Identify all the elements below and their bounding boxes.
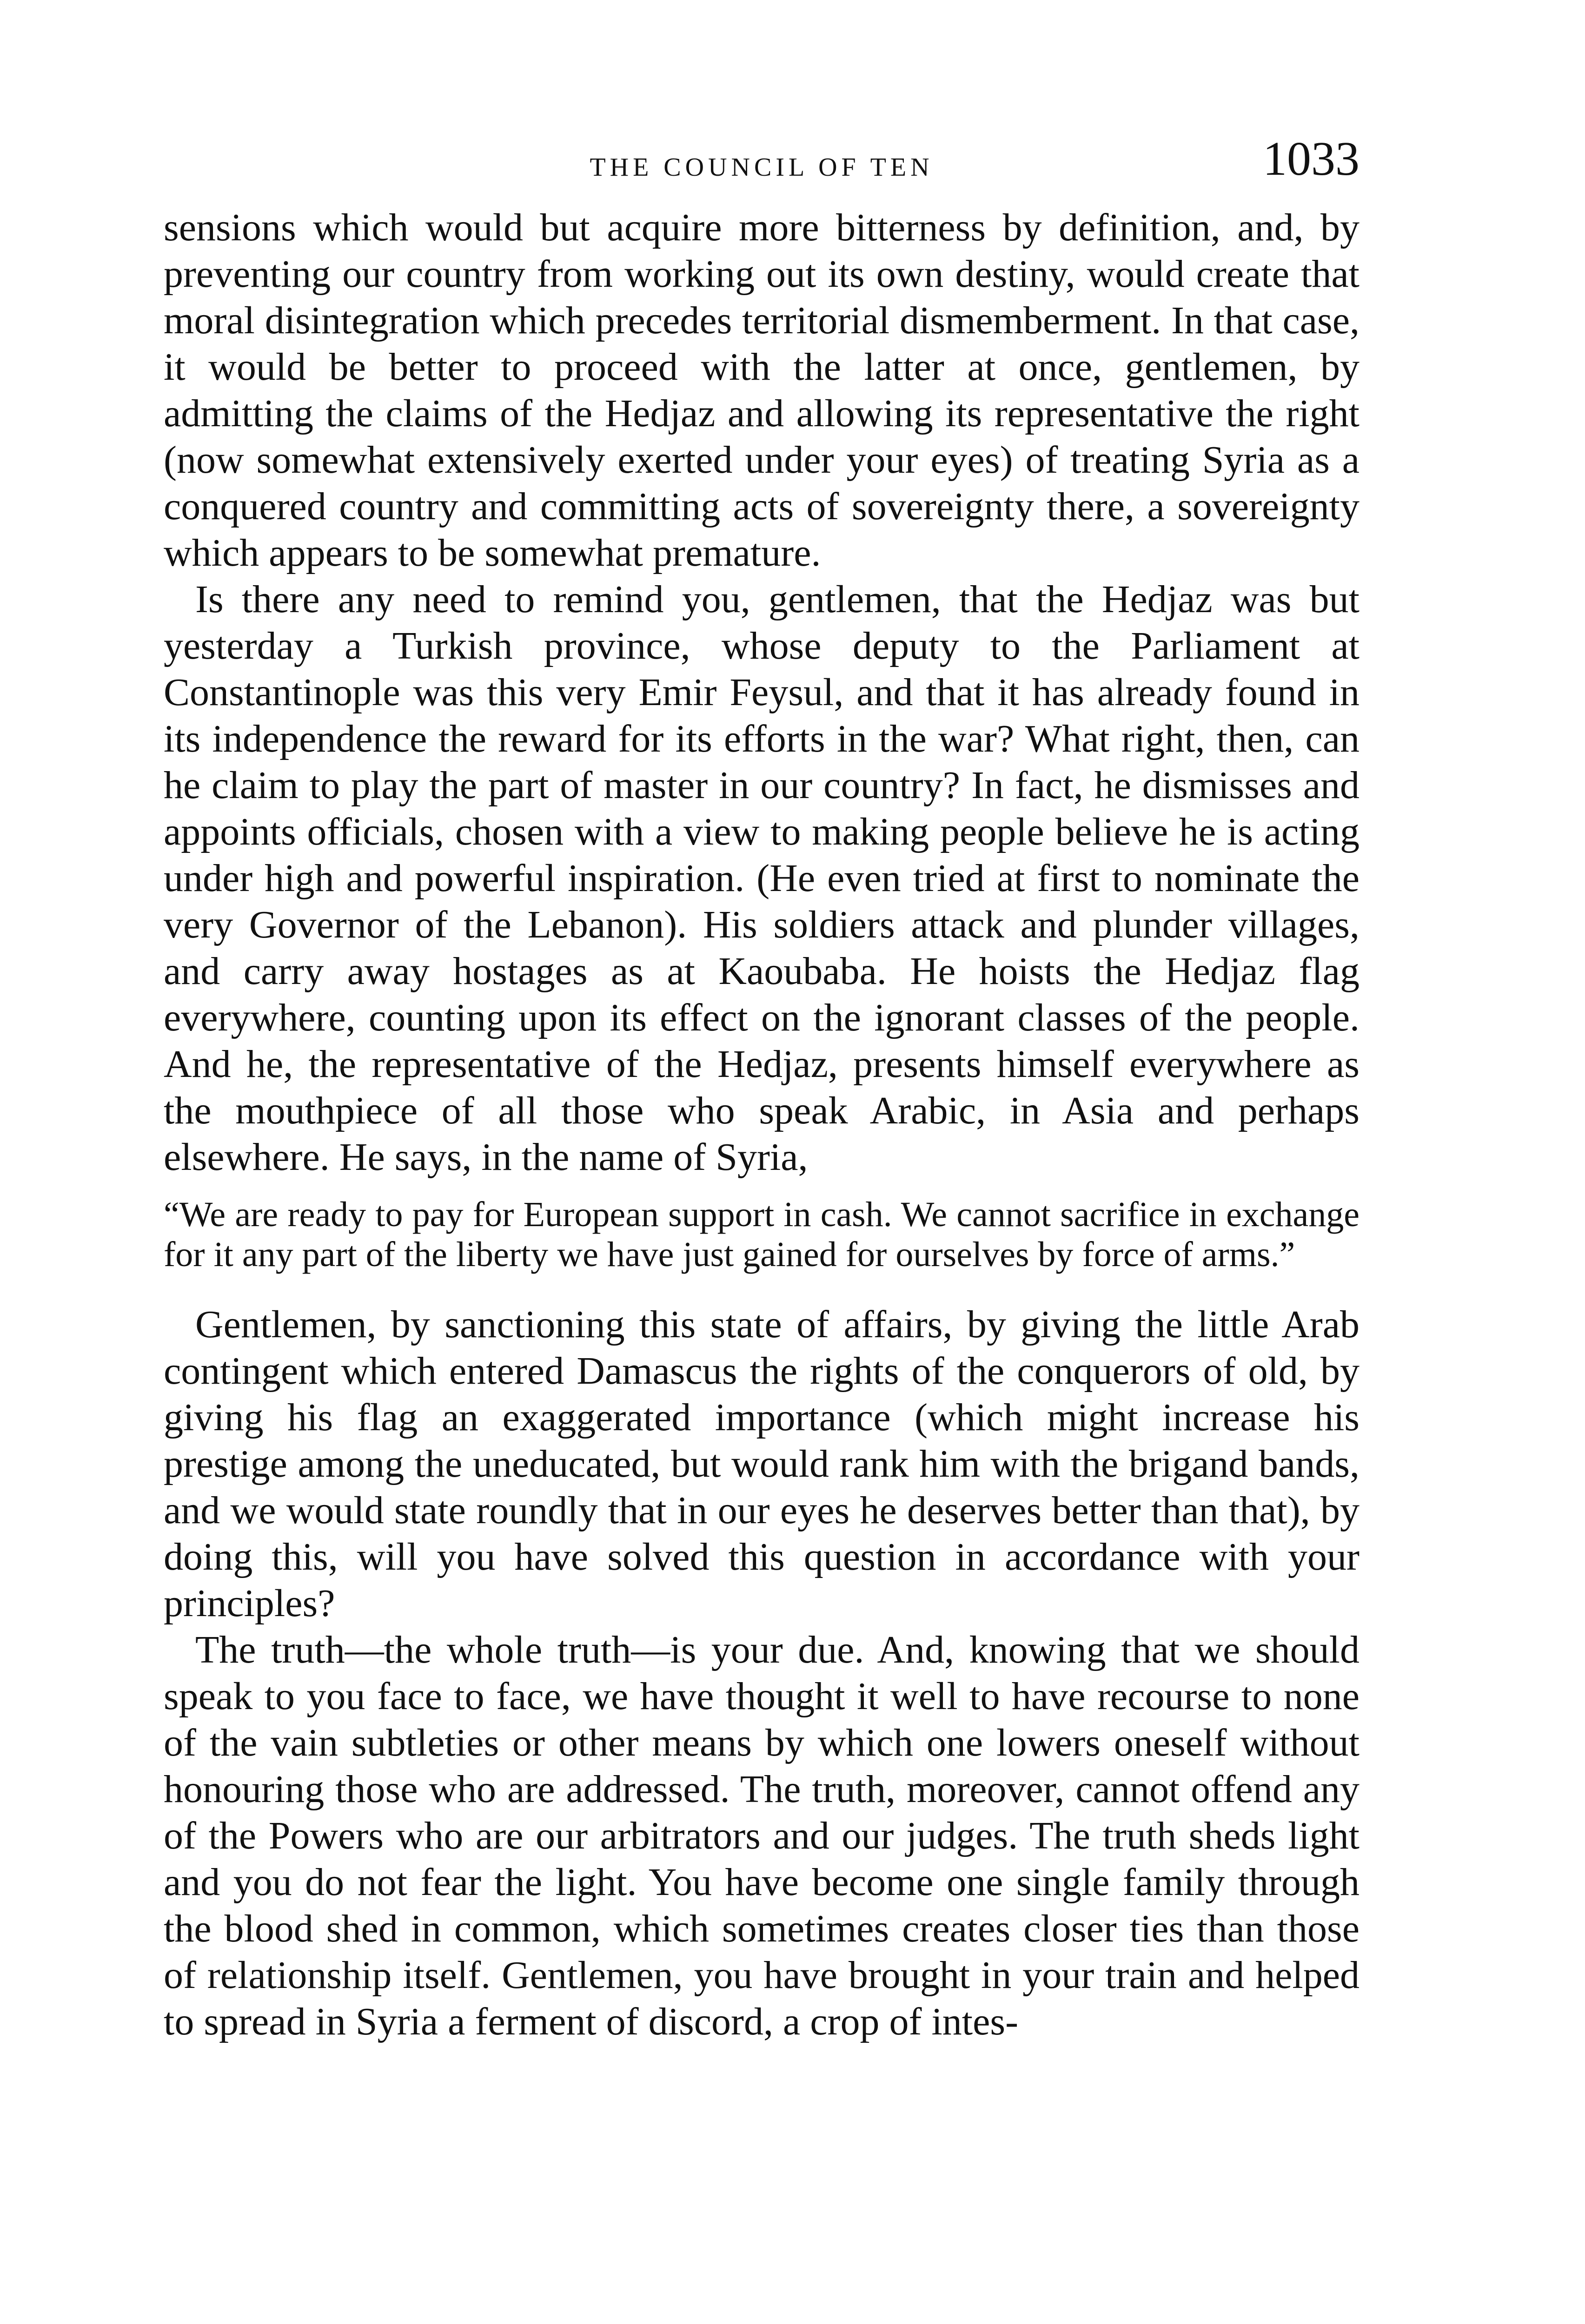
running-header xyxy=(164,132,1360,205)
paragraph-truth: The truth—the whole truth—is your due. And, knowing that we should speak to you face to face, we have thought it well to have recourse to none of the vain subtleties or other means by which one lowers oneself without honouring those who are addressed. The truth, moreover, cannot offend any of the Powers who are our arbitrators and our judges. The truth sheds light and you do not fear the light. You have become one single family through the blood shed in common, which sometimes creates closer ties than those of relationship itself. Gentlemen, you have brought in your train and helped to spread in Syria a ferment of discord, a crop of intes- xyxy=(164,1628,1360,2043)
page-number: 1033 xyxy=(1263,132,1360,185)
paragraph-sanctioning: Gentlemen, by sanctioning this state of affairs, by giving the little Arab contingent which entered Damascus the rights of the conquerors of old, by giving his flag an exaggerated importance (which might increase his prestige among the uneducated, but would rank him with the brigand bands, and we would state roundly that in our eyes he deserves better than that), by doing this, will you have solved this question in accordance with your principles? xyxy=(164,1303,1360,1625)
document-page xyxy=(164,132,1360,2045)
paragraph-continuation: sensions which would but acquire more bitterness by definition, and, by preventing our country from working out its own destiny, would create that moral disintegration which precedes territorial dismemberment. In that case, it would be better to proceed with the latter at once, gentlemen, by admitting the claims of the Hedjaz and allowing its representative the right (now somewhat extensively exerted under your eyes) of treating Syria as a conquered country and committing acts of sovereignty there, a sovereignty which appears to be somewhat premature. xyxy=(164,206,1360,574)
running-title: THE COUNCIL OF TEN xyxy=(590,153,934,182)
paragraph-hedjaz-province: Is there any need to remind you, gentlemen, that the Hedjaz was but yesterday a Turkish province, whose deputy to the Parliament at Constantinople was this very Emir Feysul, and that it has already found in its independence the reward for its efforts in the war? What right, then, can he claim to play the part of master in our country? In fact, he dismisses and appoints officials, chosen with a view to making people believe he is acting under high and powerful inspiration. (He even tried at first to nominate the very Governor of the Lebanon). His soldiers attack and plunder villages, and carry away hostages as at Kaoubaba. He hoists the Hedjaz flag everywhere, counting upon its effect on the ignorant classes of the people. And he, the representative of the Hedjaz, presents himself everywhere as the mouthpiece of all those who speak Arabic, in Asia and perhaps elsewhere. He says, in the name of Syria, xyxy=(164,578,1360,1179)
block-quote: “We are ready to pay for European support in cash. We cannot sacrifice in exchange for it any part of the liberty we have just gained for ourselves by force of arms.” xyxy=(164,1195,1360,1274)
